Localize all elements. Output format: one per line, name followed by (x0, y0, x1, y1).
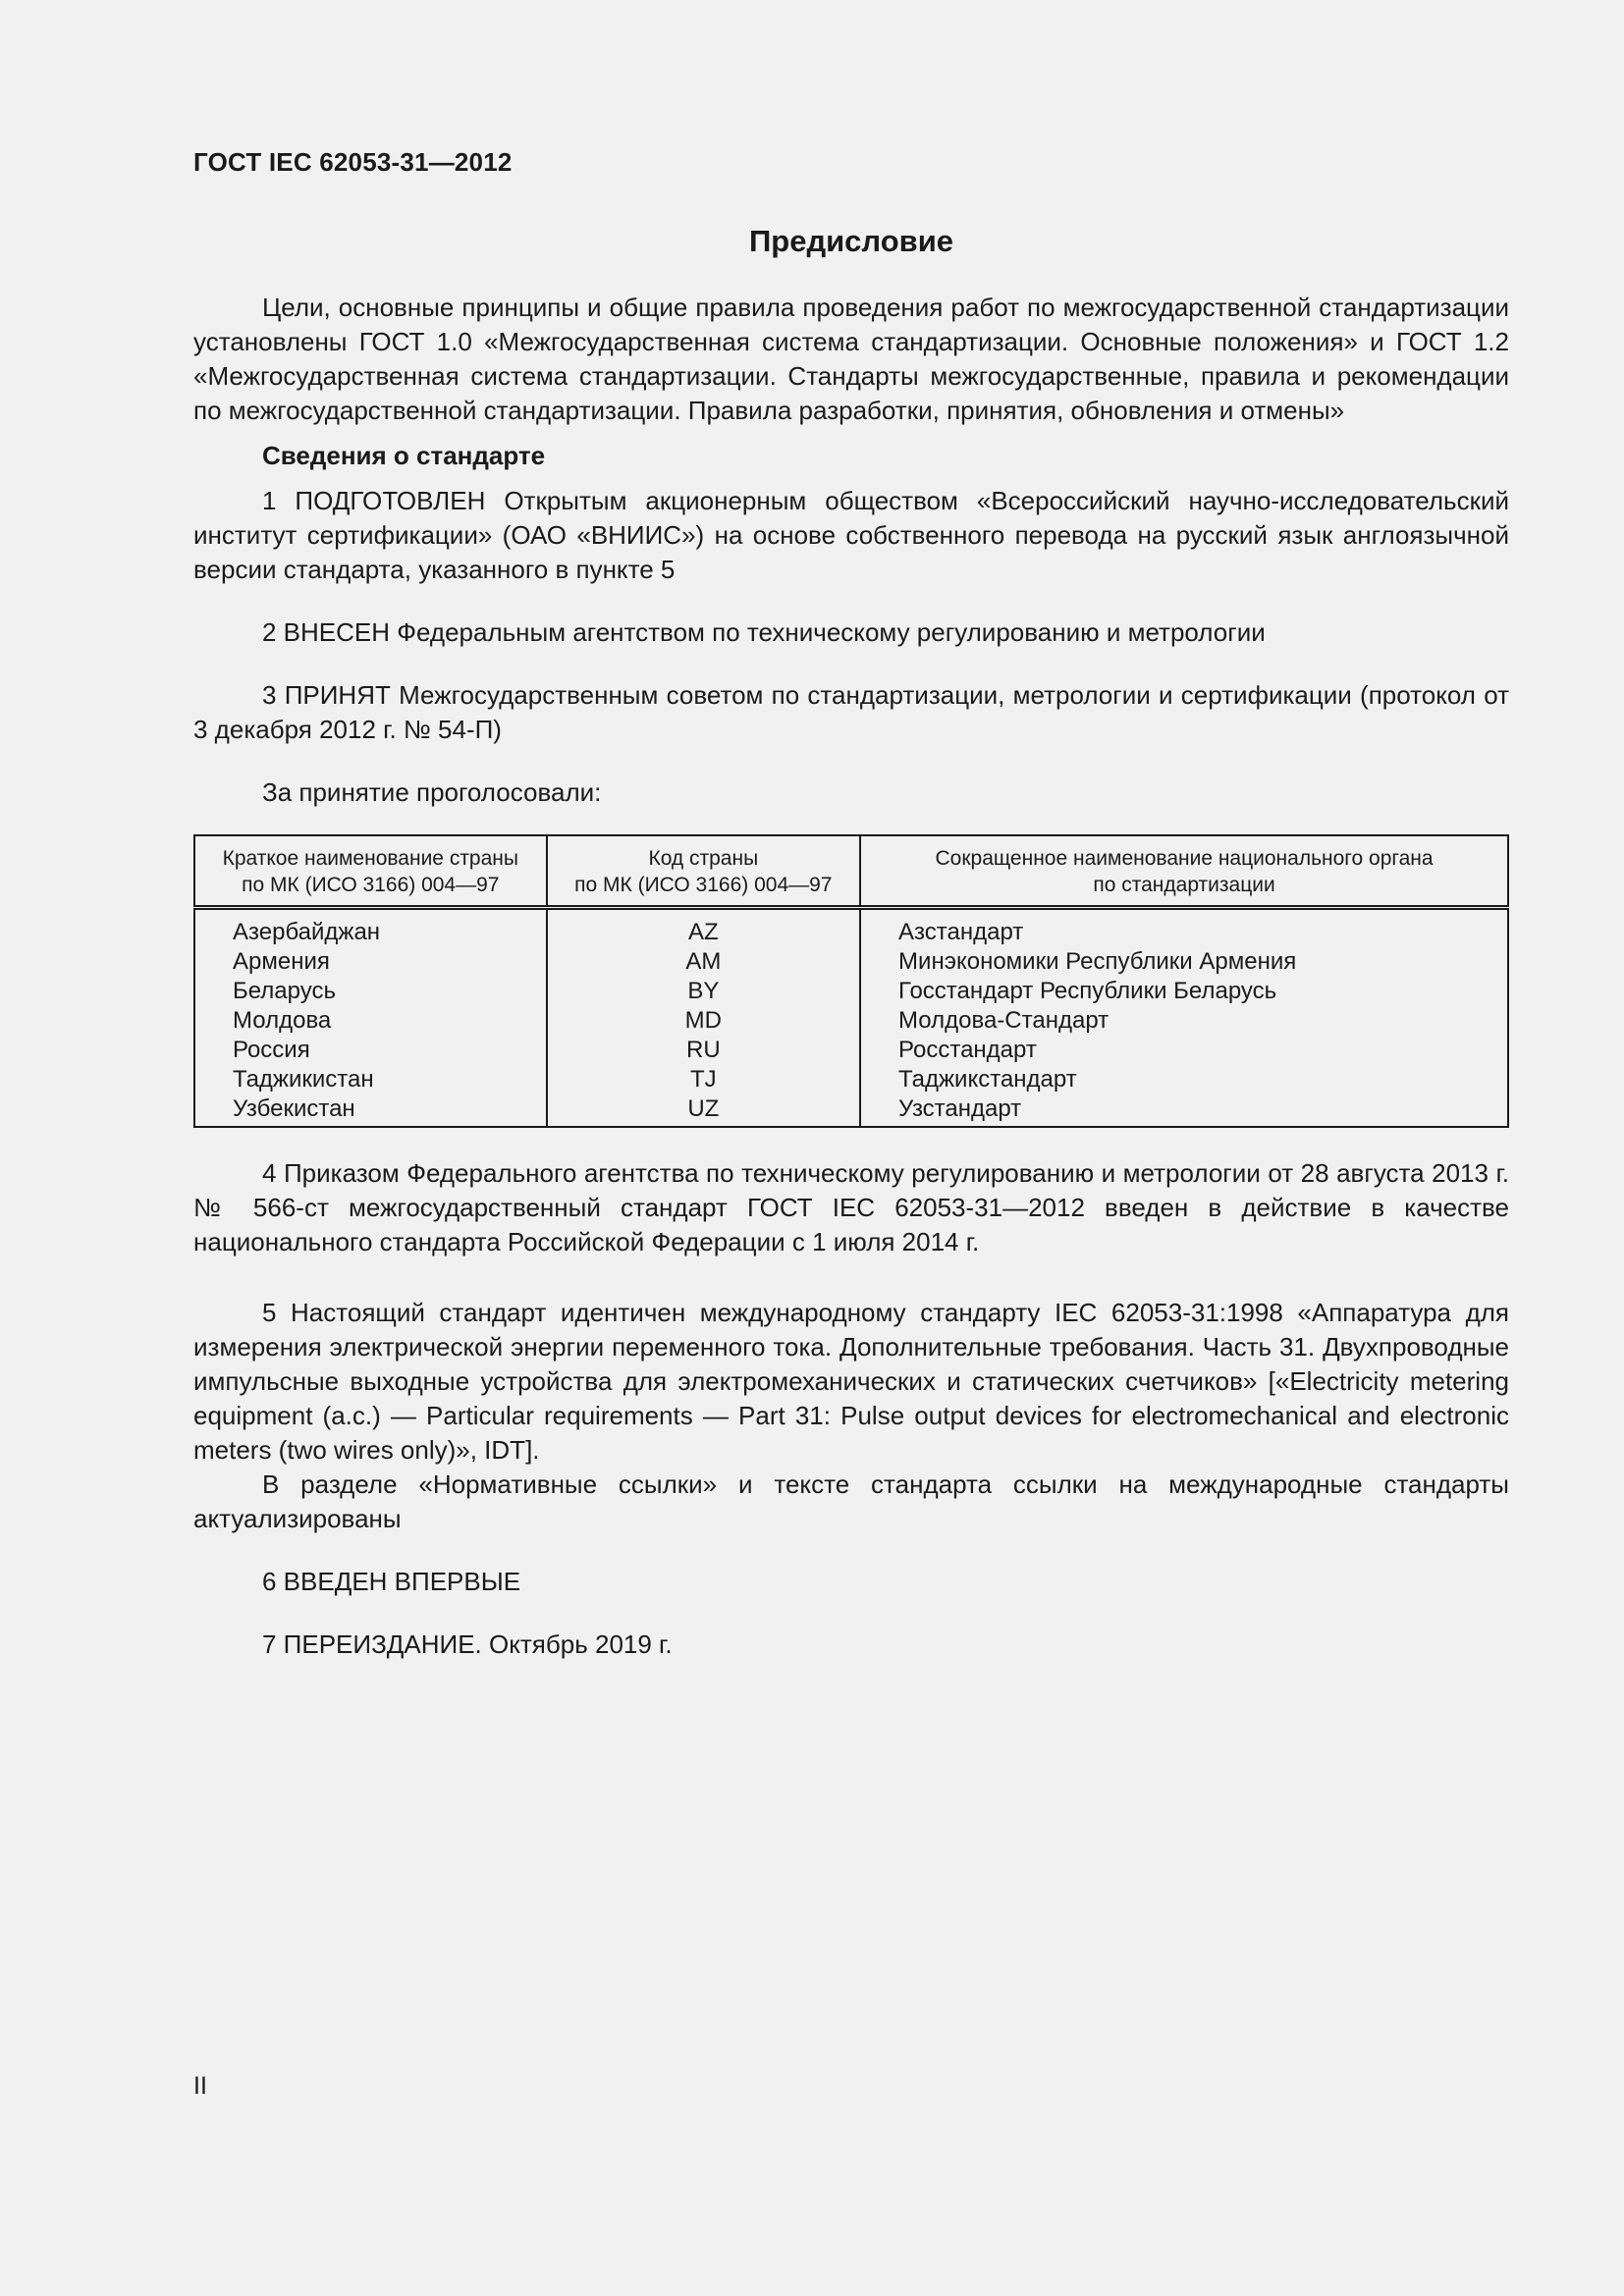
intro-paragraph: Цели, основные принципы и общие правила проведения работ по межгосударственной стандартизации установлены ГОСТ 1.0 «Межгосударственная система стандартизации. Основные положения» и ГОСТ 1.2 «Межгосударственная система стандартизации. Стандарты межгосударственные, правила и рекомендации по межгосударственной стандартизации. Правила разработки, принятия, обновления и отмены» (193, 293, 1509, 425)
table-row (194, 908, 1508, 948)
table-row (194, 977, 1508, 1006)
country-name-cell: Молдова (194, 1006, 547, 1036)
page-content (193, 222, 1509, 1662)
national-body-cell: Узстандарт (860, 1095, 1508, 1127)
table-row (194, 1006, 1508, 1036)
table-row (194, 1065, 1508, 1095)
header-country-name: Краткое наименование страны по МК (ИСО 3166) 004—97 (194, 835, 547, 908)
item-5-paragraph: 5 Настоящий стандарт идентичен международному стандарту IEC 62053-31:1998 «Аппаратура для измерения электрической энергии переменного тока. Дополнительные требования. Часть 31. Двухпроводные импульсные выходные устройства для электромеханических и статических счетчиков» [«Electricity metering equipment (a.c.) — Particular requirements — Part 31: Pulse output devices for electromechanical and electronic meters (two wires only)», IDT]. (193, 1298, 1509, 1465)
national-body-cell: Росстандарт (860, 1036, 1508, 1065)
national-body-cell: Минэкономики Республики Армения (860, 947, 1508, 977)
country-code-cell: AZ (547, 908, 860, 948)
header-national-body: Сокращенное наименование национального органа по стандартизации (860, 835, 1508, 908)
country-name-cell: Узбекистан (194, 1095, 547, 1127)
item-1-paragraph: 1 ПОДГОТОВЛЕН Открытым акционерным обществом «Всероссийский научно-исследовательский институт сертификации» (ОАО «ВНИИС») на основе собственного перевода на русский язык англоязычной версии стандарта, указанного в пункте 5 (193, 486, 1509, 584)
item-7-paragraph: 7 ПЕРЕИЗДАНИЕ. Октябрь 2019 г. (262, 1629, 673, 1659)
country-code-cell: MD (547, 1006, 860, 1036)
header-country-code: Код страны по МК (ИСО 3166) 004—97 (547, 835, 860, 908)
table-header-row (194, 835, 1508, 908)
national-body-cell: Госстандарт Республики Беларусь (860, 977, 1508, 1006)
document-id-header: ГОСТ IEC 62053-31—2012 (193, 147, 513, 177)
country-code-cell: BY (547, 977, 860, 1006)
country-code-cell: RU (547, 1036, 860, 1065)
national-body-cell: Молдова-Стандарт (860, 1006, 1508, 1036)
country-name-cell: Беларусь (194, 977, 547, 1006)
country-code-cell: TJ (547, 1065, 860, 1095)
table-row (194, 1095, 1508, 1127)
voted-label: За принятие проголосовали: (262, 777, 602, 807)
item-2-paragraph: 2 ВНЕСЕН Федеральным агентством по техническому регулированию и метрологии (262, 617, 1266, 647)
country-name-cell: Россия (194, 1036, 547, 1065)
country-name-cell: Таджикистан (194, 1065, 547, 1095)
country-code-cell: AM (547, 947, 860, 977)
item-3-paragraph: 3 ПРИНЯТ Межгосударственным советом по стандартизации, метрологии и сертификации (протокол от 3 декабря 2012 г. № 54-П) (193, 680, 1509, 744)
national-body-cell: Таджикстандарт (860, 1065, 1508, 1095)
item-5-note-paragraph: В разделе «Нормативные ссылки» и тексте стандарта ссылки на международные стандарты актуализированы (193, 1469, 1509, 1533)
subheading: Сведения о стандарте (262, 441, 546, 470)
country-name-cell: Азербайджан (194, 908, 547, 948)
national-body-cell: Азстандарт (860, 908, 1508, 948)
section-title: Предисловие (748, 224, 953, 258)
item-6-paragraph: 6 ВВЕДЕН ВПЕРВЫЕ (262, 1567, 521, 1596)
table-row (194, 947, 1508, 977)
voting-table (193, 834, 1509, 1128)
country-code-cell: UZ (547, 1095, 860, 1127)
table-row (194, 1036, 1508, 1065)
item-4-paragraph: 4 Приказом Федерального агентства по техническому регулированию и метрологии от 28 августа 2013 г. № 566-ст межгосударственный стандарт ГОСТ IEC 62053-31—2012 введен в действие в качестве национального стандарта Российской Федерации с 1 июля 2014 г. (193, 1158, 1509, 1256)
page-number: II (193, 2072, 207, 2100)
country-name-cell: Армения (194, 947, 547, 977)
